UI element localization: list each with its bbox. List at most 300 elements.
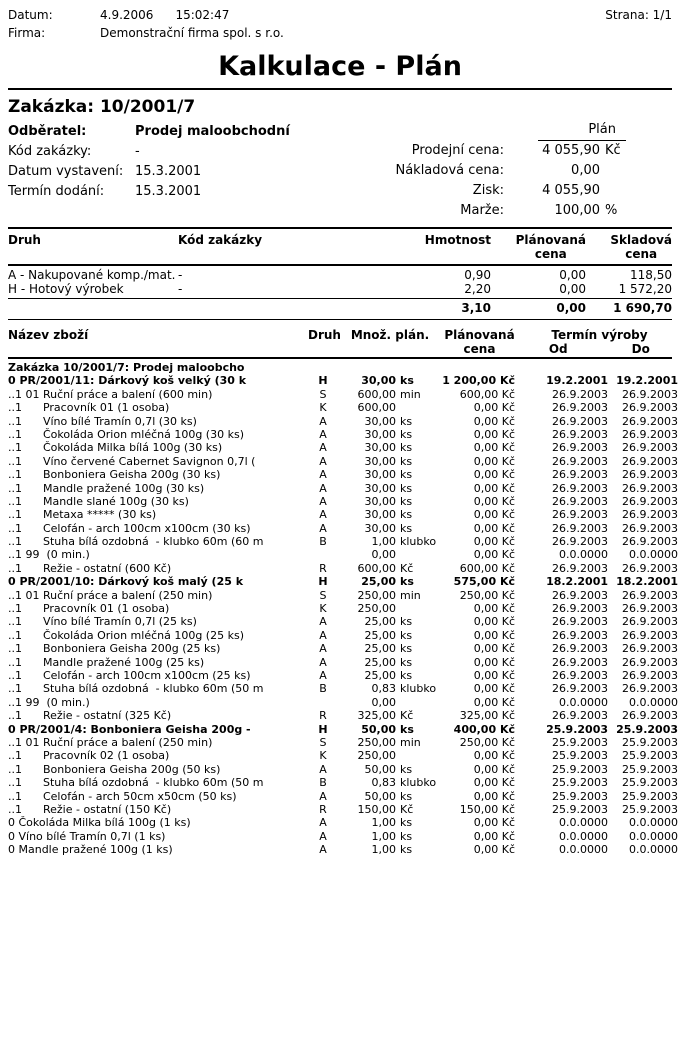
item-row: [8, 615, 678, 629]
item-type: A: [319, 481, 327, 495]
item-date-from: 25.9.2003: [552, 749, 608, 763]
item-date-from: 25.9.2003: [552, 802, 608, 816]
item-qty: 1,00: [371, 843, 396, 857]
type-name: H - Hotový výrobek: [8, 282, 124, 296]
items-header-plan: Plánovaná cena: [444, 328, 515, 356]
item-qty: 30,00: [361, 374, 396, 388]
item-name: ..1 Celofán - arch 50cm x50cm (50 ks): [8, 789, 237, 803]
item-name: 0 Víno bílé Tramín 0,7l (1 ks): [8, 829, 166, 843]
item-type: K: [319, 401, 327, 415]
item-name: ..1 Celofán - arch 100cm x100cm (25 ks): [8, 668, 251, 682]
item-date-from: 25.9.2003: [552, 776, 608, 790]
item-row: [8, 374, 678, 388]
item-planned-price: 0,00 Kč: [473, 695, 515, 709]
item-type: A: [319, 441, 327, 455]
item-type: A: [319, 762, 327, 776]
item-row: [8, 441, 678, 455]
report-title: Kalkulace - Plán: [218, 51, 462, 82]
item-planned-price: 400,00 Kč: [453, 722, 515, 736]
item-qty: 250,00: [357, 602, 396, 616]
info-row-issue-date: [8, 162, 328, 182]
item-row: [8, 414, 678, 428]
margin-value: 100,00: [554, 203, 600, 218]
item-planned-price: 0,00 Kč: [473, 454, 515, 468]
item-date-from: [515, 361, 608, 374]
item-qty: 25,00: [364, 628, 396, 642]
item-row: [8, 454, 678, 468]
report-meta-row-2: [8, 24, 672, 42]
item-name: ..1 Mandle pražené 100g (30 ks): [8, 481, 205, 495]
summary-row-cost-price: [328, 161, 626, 181]
item-name: ..1 Režie - ostatní (150 Kč): [8, 802, 172, 816]
item-name: ..1 01 Ruční práce a balení (250 min): [8, 588, 213, 602]
item-date-to: 26.9.2003: [622, 709, 678, 723]
item-type: R: [319, 802, 327, 816]
item-qty: 1,00: [371, 535, 396, 549]
item-unit: min: [400, 735, 421, 749]
issue-date-value: 15.3.2001: [135, 164, 202, 179]
item-type: S: [319, 735, 327, 749]
item-name: 0 PR/2001/4: Bonboniera Geisha 200g -: [8, 722, 251, 736]
item-name: ..1 01 Ruční práce a balení (600 min): [8, 387, 213, 401]
item-planned-price: 600,00 Kč: [459, 387, 515, 401]
item-date-from: 26.9.2003: [552, 668, 608, 682]
item-type: H: [318, 575, 328, 589]
item-date-to: 0.0.0000: [629, 548, 678, 562]
summary-row-margin: [328, 201, 626, 221]
item-date-to: 0.0.0000: [629, 695, 678, 709]
item-date-from: 25.9.2003: [552, 789, 608, 803]
company-label: Firma:: [8, 26, 46, 40]
item-planned-price: 0,00 Kč: [473, 668, 515, 682]
item-planned-price: 0,00 Kč: [473, 682, 515, 696]
item-date-to: 26.9.2003: [622, 468, 678, 482]
item-date-to: [608, 361, 678, 374]
item-name: ..1 99 (0 min.): [8, 695, 90, 709]
item-row: [8, 682, 678, 696]
profit-value: 4 055,90: [542, 183, 600, 198]
item-type: A: [319, 789, 327, 803]
delivery-date-value: 15.3.2001: [135, 184, 202, 199]
item-name: ..1 Režie - ostatní (600 Kč): [8, 561, 172, 575]
item-planned-price: 0,00 Kč: [473, 414, 515, 428]
item-unit: Kč: [400, 709, 414, 723]
order-heading: Zakázka: 10/2001/7: [8, 97, 196, 117]
item-date-from: 0.0.0000: [559, 548, 608, 562]
item-type: B: [319, 776, 327, 790]
item-name: ..1 Stuha bílá ozdobná - klubko 60m (50 m: [8, 776, 264, 790]
cost-price-label: Nákladová cena:: [395, 163, 504, 178]
type-weight: 2,20: [464, 282, 491, 296]
item-name: ..1 Celofán - arch 100cm x100cm (30 ks): [8, 521, 251, 535]
item-planned-price: 0,00 Kč: [473, 548, 515, 562]
item-planned-price: 0,00 Kč: [473, 535, 515, 549]
item-type: A: [319, 521, 327, 535]
item-date-to: 26.9.2003: [622, 628, 678, 642]
item-date-to: 26.9.2003: [622, 508, 678, 522]
item-date-from: 25.9.2003: [552, 735, 608, 749]
item-name: ..1 Čokoláda Milka bílá 100g (30 ks): [8, 441, 223, 455]
item-date-from: 26.9.2003: [552, 468, 608, 482]
item-qty: [338, 361, 396, 374]
item-date-from: 26.9.2003: [552, 561, 608, 575]
item-date-to: 0.0.0000: [629, 843, 678, 857]
item-unit: ks: [400, 668, 413, 682]
item-unit: ks: [400, 575, 414, 589]
customer-label: Odběratel:: [8, 124, 87, 139]
item-qty: 50,00: [364, 762, 396, 776]
profit-label: Zisk:: [472, 183, 504, 198]
item-planned-price: 250,00 Kč: [459, 588, 515, 602]
item-date-to: 26.9.2003: [622, 414, 678, 428]
order-code-label: Kód zakázky:: [8, 144, 92, 159]
item-type: A: [319, 668, 327, 682]
items-header-name: Název zboží: [8, 328, 89, 342]
item-qty: 25,00: [364, 655, 396, 669]
customer-value: Prodej maloobchodní: [135, 124, 290, 139]
item-type: A: [319, 816, 327, 830]
item-type: A: [319, 829, 327, 843]
item-date-to: 26.9.2003: [622, 561, 678, 575]
item-name: ..1 01 Ruční práce a balení (250 min): [8, 735, 213, 749]
item-planned-price: 1 200,00 Kč: [442, 374, 515, 388]
item-row: [8, 735, 678, 749]
item-date-to: 25.9.2003: [616, 722, 678, 736]
item-name: ..1 Stuha bílá ozdobná - klubko 60m (60 m: [8, 535, 264, 549]
item-qty: 250,00: [357, 588, 396, 602]
item-date-from: 26.9.2003: [552, 682, 608, 696]
total-planned-price: 0,00: [556, 301, 586, 315]
item-row: [8, 427, 678, 441]
item-type: A: [319, 468, 327, 482]
item-unit: [396, 749, 440, 762]
item-qty: 30,00: [364, 414, 396, 428]
item-qty: 1,00: [371, 816, 396, 830]
item-planned-price: 150,00 Kč: [459, 802, 515, 816]
item-name: ..1 Víno bílé Tramín 0,7l (25 ks): [8, 615, 197, 629]
item-date-to: 26.9.2003: [622, 441, 678, 455]
item-unit: ks: [400, 642, 413, 656]
item-unit: ks: [400, 655, 413, 669]
item-unit: ks: [400, 427, 413, 441]
type-weight: 0,90: [464, 268, 491, 282]
item-planned-price: 0,00 Kč: [473, 508, 515, 522]
item-name: ..1 Víno bílé Tramín 0,7l (30 ks): [8, 414, 197, 428]
item-qty: 250,00: [357, 735, 396, 749]
item-qty: 600,00: [357, 401, 396, 415]
item-date-from: 19.2.2001: [546, 374, 608, 388]
item-qty: 0,83: [371, 682, 396, 696]
item-date-from: 26.9.2003: [552, 494, 608, 508]
item-row: [8, 561, 678, 575]
item-unit: min: [400, 588, 421, 602]
item-date-from: 0.0.0000: [559, 695, 608, 709]
item-unit: [396, 696, 440, 709]
item-name: ..1 99 (0 min.): [8, 548, 90, 562]
item-planned-price: 0,00 Kč: [473, 494, 515, 508]
item-planned-price: 0,00 Kč: [473, 468, 515, 482]
types-header-kod: Kód zakázky: [178, 233, 263, 247]
item-date-to: 25.9.2003: [622, 789, 678, 803]
item-qty: 30,00: [364, 481, 396, 495]
item-name: ..1 Mandle pražené 100g (25 ks): [8, 655, 205, 669]
item-name: ..1 Čokoláda Orion mléčná 100g (25 ks): [8, 628, 244, 642]
item-date-from: 0.0.0000: [559, 843, 608, 857]
item-qty: 0,00: [371, 695, 396, 709]
item-row: [8, 535, 678, 549]
items-header-termin: Termín výroby Od Do: [517, 328, 680, 356]
info-row-customer: [8, 122, 328, 142]
item-planned-price: 0,00 Kč: [473, 628, 515, 642]
item-date-from: 26.9.2003: [552, 602, 608, 616]
item-unit: ks: [400, 494, 413, 508]
items-header-do: Do: [631, 342, 650, 356]
margin-suffix: %: [605, 203, 618, 218]
item-row: [8, 843, 678, 857]
item-planned-price: 0,00 Kč: [473, 642, 515, 656]
item-row: [8, 695, 678, 709]
item-date-to: 26.9.2003: [622, 427, 678, 441]
profit-suffix: [600, 181, 626, 201]
item-unit: ks: [400, 762, 413, 776]
item-planned-price: 0,00 Kč: [473, 401, 515, 415]
item-name: 0 PR/2001/10: Dárkový koš malý (25 k: [8, 575, 244, 589]
item-unit: ks: [400, 374, 414, 388]
item-date-from: 26.9.2003: [552, 401, 608, 415]
item-qty: 25,00: [364, 642, 396, 656]
order-info-left: [8, 122, 328, 221]
item-qty: 25,00: [361, 575, 396, 589]
total-weight: 3,10: [461, 301, 491, 315]
date: 4.9.2006: [100, 8, 154, 22]
item-row: [8, 709, 678, 723]
item-qty: 25,00: [364, 615, 396, 629]
item-type: A: [319, 494, 327, 508]
item-row: [8, 602, 678, 616]
item-name: ..1 Pracovník 02 (1 osoba): [8, 749, 170, 763]
item-date-from: 26.9.2003: [552, 521, 608, 535]
item-date-to: 26.9.2003: [622, 494, 678, 508]
items-header-druh: Druh: [308, 328, 341, 342]
item-unit: ks: [400, 829, 413, 843]
item-unit: [396, 361, 440, 374]
item-unit: [396, 401, 440, 414]
item-unit: [396, 548, 440, 561]
title-rule: [8, 88, 672, 90]
item-name: ..1 Bonboniera Geisha 200g (25 ks): [8, 642, 221, 656]
item-date-to: 26.9.2003: [622, 655, 678, 669]
item-row: [8, 642, 678, 656]
item-unit: ks: [400, 508, 413, 522]
item-name: Zakázka 10/2001/7: Prodej maloobcho: [8, 361, 245, 374]
item-planned-price: 0,00 Kč: [473, 481, 515, 495]
item-date-from: 26.9.2003: [552, 535, 608, 549]
item-unit: ks: [400, 441, 413, 455]
item-qty: 600,00: [357, 561, 396, 575]
item-qty: 25,00: [364, 668, 396, 682]
item-type: B: [319, 535, 327, 549]
item-date-from: 26.9.2003: [552, 414, 608, 428]
total-stock-price: 1 690,70: [613, 301, 672, 315]
item-planned-price: [440, 361, 515, 374]
item-date-from: 18.2.2001: [546, 575, 608, 589]
item-row: [8, 789, 678, 803]
item-qty: 30,00: [364, 494, 396, 508]
cost-price-suffix: [600, 161, 626, 181]
type-planned-price: 0,00: [559, 282, 586, 296]
item-row: [8, 776, 678, 790]
types-table: [8, 227, 672, 320]
item-date-to: 26.9.2003: [622, 588, 678, 602]
item-qty: 50,00: [361, 722, 396, 736]
item-planned-price: 0,00 Kč: [473, 521, 515, 535]
item-row: [8, 749, 678, 763]
items-table: [8, 328, 678, 857]
item-name: 0 Čokoláda Milka bílá 100g (1 ks): [8, 816, 191, 830]
types-table-body: [8, 266, 672, 299]
item-type: A: [319, 843, 327, 857]
item-row: [8, 361, 672, 374]
order-code-value: -: [135, 144, 140, 159]
item-name: 0 PR/2001/11: Dárkový koš velký (30 k: [8, 374, 247, 388]
item-date-from: 0.0.0000: [559, 829, 608, 843]
order-summary: [328, 122, 672, 221]
types-header-sklad: Skladová cena: [610, 233, 672, 261]
item-unit: min: [400, 387, 421, 401]
item-row: [8, 655, 678, 669]
item-planned-price: 0,00 Kč: [473, 615, 515, 629]
page-number: Strana: 1/1: [605, 8, 672, 22]
summary-row-profit: [328, 181, 626, 201]
item-date-from: 26.9.2003: [552, 454, 608, 468]
item-name: ..1 Režie - ostatní (325 Kč): [8, 709, 172, 723]
item-qty: 30,00: [364, 427, 396, 441]
item-date-from: 26.9.2003: [552, 709, 608, 723]
item-unit: ks: [400, 521, 413, 535]
item-date-to: 26.9.2003: [622, 387, 678, 401]
item-date-to: 18.2.2001: [616, 575, 678, 589]
items-table-header: [8, 328, 672, 359]
item-unit: ks: [400, 816, 413, 830]
item-type: S: [319, 387, 327, 401]
items-header-qty: Množ. plán.: [350, 328, 430, 342]
item-date-to: 26.9.2003: [622, 668, 678, 682]
item-date-from: 26.9.2003: [552, 642, 608, 656]
item-type: A: [319, 508, 327, 522]
item-row: [8, 468, 678, 482]
item-row: [8, 802, 678, 816]
item-date-from: 26.9.2003: [552, 387, 608, 401]
item-qty: 1,00: [371, 829, 396, 843]
item-date-from: 26.9.2003: [552, 508, 608, 522]
date-label: Datum:: [8, 8, 53, 22]
item-row: [8, 588, 678, 602]
item-type: A: [319, 655, 327, 669]
item-name: 0 Mandle pražené 100g (1 ks): [8, 843, 173, 857]
item-name: ..1 Čokoláda Orion mléčná 100g (30 ks): [8, 427, 244, 441]
item-date-from: 26.9.2003: [552, 615, 608, 629]
item-unit: ks: [400, 481, 413, 495]
item-date-from: 26.9.2003: [552, 481, 608, 495]
item-date-from: 26.9.2003: [552, 427, 608, 441]
selling-price-value: 4 055,90: [542, 143, 600, 158]
item-unit: klubko: [400, 776, 437, 790]
item-type: R: [319, 561, 327, 575]
item-unit: Kč: [400, 561, 414, 575]
item-date-to: 0.0.0000: [629, 816, 678, 830]
item-name: ..1 Bonboniera Geisha 200g (30 ks): [8, 468, 221, 482]
item-date-to: 25.9.2003: [622, 735, 678, 749]
item-type: K: [319, 602, 327, 616]
item-unit: ks: [400, 615, 413, 629]
item-type: R: [319, 709, 327, 723]
delivery-date-label: Termín dodání:: [8, 184, 105, 199]
item-unit: Kč: [400, 802, 414, 816]
item-name: ..1 Pracovník 01 (1 osoba): [8, 602, 170, 616]
types-table-header: [8, 229, 672, 266]
item-type: B: [319, 682, 327, 696]
items-header-od: Od: [548, 342, 568, 356]
item-date-to: 25.9.2003: [622, 802, 678, 816]
item-type: H: [318, 374, 328, 388]
item-row: [8, 548, 678, 562]
item-row: [8, 575, 678, 589]
time: 15:02:47: [175, 8, 230, 22]
info-row-order-code: [8, 142, 328, 162]
item-type: [308, 696, 338, 709]
item-unit: ks: [400, 843, 413, 857]
item-type: H: [318, 722, 328, 736]
item-unit: klubko: [400, 535, 437, 549]
item-qty: 30,00: [364, 508, 396, 522]
item-unit: ks: [400, 789, 413, 803]
item-date-to: 25.9.2003: [622, 749, 678, 763]
selling-price-currency: Kč: [605, 143, 621, 158]
item-row: [8, 628, 678, 642]
item-qty: 30,00: [364, 521, 396, 535]
types-header-plan: Plánovaná cena: [515, 233, 586, 261]
item-planned-price: 250,00 Kč: [459, 735, 515, 749]
item-type: A: [319, 414, 327, 428]
item-date-from: 0.0.0000: [559, 816, 608, 830]
item-planned-price: 0,00 Kč: [473, 602, 515, 616]
item-type: K: [319, 749, 327, 763]
item-planned-price: 600,00 Kč: [459, 561, 515, 575]
type-name: A - Nakupované komp./mat.: [8, 268, 176, 282]
type-order-code: -: [178, 268, 183, 282]
item-planned-price: 0,00 Kč: [473, 816, 515, 830]
items-table-body: [8, 359, 678, 857]
item-date-to: 26.9.2003: [622, 401, 678, 415]
item-date-to: 26.9.2003: [622, 481, 678, 495]
item-row: [8, 668, 678, 682]
type-planned-price: 0,00: [559, 268, 586, 282]
cost-price-value: 0,00: [571, 163, 600, 178]
item-row: [8, 508, 678, 522]
item-date-to: 26.9.2003: [622, 521, 678, 535]
item-date-to: 25.9.2003: [622, 776, 678, 790]
issue-date-label: Datum vystavení:: [8, 164, 124, 179]
item-planned-price: 0,00 Kč: [473, 762, 515, 776]
item-qty: 50,00: [364, 789, 396, 803]
item-row: [8, 762, 678, 776]
item-qty: 250,00: [357, 749, 396, 763]
item-date-from: 26.9.2003: [552, 588, 608, 602]
item-name: ..1 Mandle slané 100g (30 ks): [8, 494, 189, 508]
item-type: A: [319, 427, 327, 441]
item-name: ..1 Bonboniera Geisha 200g (50 ks): [8, 762, 221, 776]
report-meta-row-1: [8, 6, 672, 24]
